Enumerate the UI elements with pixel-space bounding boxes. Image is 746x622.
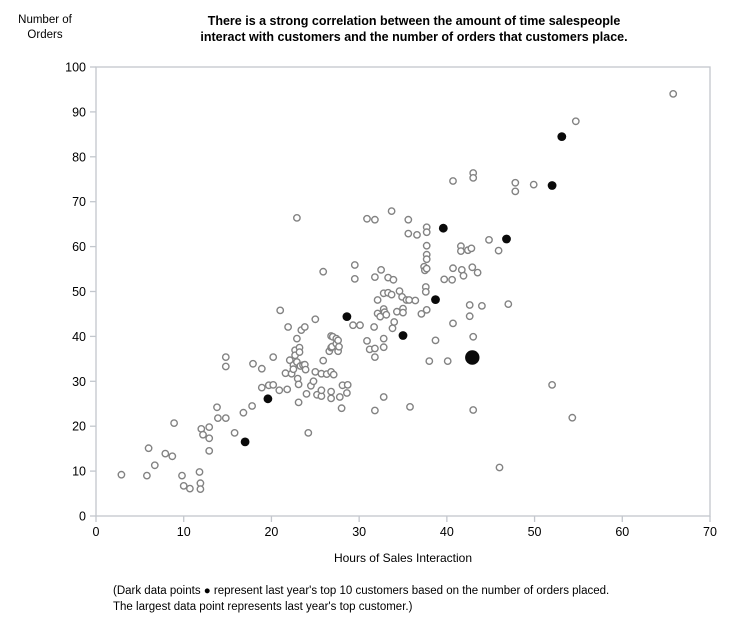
data-point-customers [423,289,429,295]
y-tick-label: 100 [65,60,86,75]
data-point-customers [270,382,276,388]
data-point-customers [285,324,291,330]
data-point-customers [414,232,420,238]
y-axis-unit-line1: Number of [18,14,72,26]
data-point-customers [345,382,351,388]
data-point-customers [294,335,300,341]
data-point-customers [450,320,456,326]
data-point-customers [470,334,476,340]
data-point-customers [344,390,350,396]
data-point-customers [295,381,301,387]
data-point-customers [214,404,220,410]
y-tick-label: 80 [72,150,86,165]
data-point-customers [320,269,326,275]
data-point-customers [259,366,265,372]
data-point-customers [250,361,256,367]
data-point-customers [383,312,389,318]
x-tick-label: 30 [352,525,367,539]
legend-caption-line1: (Dark data points ● represent last year's top 10 customers based on the number of orders placed. [113,585,610,597]
data-point-customers [294,215,300,221]
data-point-customers [405,217,411,223]
data-point-customers [670,91,676,97]
data-point-customers [467,313,473,319]
data-point-customers [206,448,212,454]
data-point-customers [372,354,378,360]
data-point-customers [352,276,358,282]
data-point-customers [357,322,363,328]
data-point-top-10-customers-last-year [431,295,440,304]
data-point-customers [295,399,301,405]
data-point-customers [196,469,202,475]
data-point-customers [320,357,326,363]
data-point-customers [445,358,451,364]
data-point-customers [381,335,387,341]
x-tick-label: 60 [615,525,630,539]
data-point-customers [505,301,511,307]
data-point-customers [458,248,464,254]
data-point-customers [496,464,502,470]
data-point-customers [215,415,221,421]
data-point-customers [181,483,187,489]
data-point-customers [223,354,229,360]
y-tick-label: 40 [72,329,86,344]
data-point-customers [512,180,518,186]
data-point-customers [449,277,455,283]
data-point-customers [394,309,400,315]
data-point-customers [372,345,378,351]
data-point-customers [424,256,430,262]
data-point-customers [162,450,168,456]
data-point-customers [390,277,396,283]
data-point-customers [331,371,337,377]
data-point-customers [336,344,342,350]
data-point-customers [206,424,212,430]
data-point-customers [277,307,283,313]
data-point-customers [302,366,308,372]
data-point-customers [197,486,203,492]
x-tick-label: 0 [92,525,100,539]
data-point-customers [573,118,579,124]
data-point-customers [512,188,518,194]
data-point-customers [531,181,537,187]
y-tick-label: 50 [72,285,86,299]
data-point-top-10-customers-last-year [439,224,448,233]
y-axis-unit-line2: Orders [27,29,63,41]
data-point-customers [426,358,432,364]
data-point-customers [495,247,501,253]
x-tick-label: 10 [176,525,191,539]
data-point-customers [424,243,430,249]
data-point-customers [223,363,229,369]
data-point-customers [486,237,492,243]
chart-title-line1: There is a strong correlation between the amount of time salespeople [207,14,621,28]
data-point-customers [364,338,370,344]
data-point-customers [424,307,430,313]
x-tick-label: 40 [439,525,454,539]
data-point-customers [569,415,575,421]
data-point-customers [468,245,474,251]
y-tick-label: 0 [79,509,86,524]
data-point-customers [469,264,475,270]
data-point-customers [381,394,387,400]
data-point-customers [424,229,430,235]
data-point-customers [223,415,229,421]
data-point-customers [337,394,343,400]
data-point-customers [381,344,387,350]
data-point-customers [407,404,413,410]
data-point-customers [259,384,265,390]
legend-caption [113,583,693,615]
data-point-customers [302,324,308,330]
data-point-customers [470,175,476,181]
data-point-customers [400,309,406,315]
data-point-customers [310,378,316,384]
data-point-customers [118,472,124,478]
data-point-customers [303,391,309,397]
legend-caption-line2: The largest data point represents last year's top customer.) [113,601,413,613]
data-point-customers [240,410,246,416]
data-point-customers [479,303,485,309]
data-point-customers [460,273,466,279]
data-point-customers [290,366,296,372]
data-point-top-10-customers-last-year [502,235,511,244]
data-point-customers [450,265,456,271]
data-point-customers [378,267,384,273]
data-point-customers [412,297,418,303]
data-point-customers [364,216,370,222]
data-point-customers [270,354,276,360]
data-point-customers [441,276,447,282]
data-point-customers [424,265,430,271]
y-tick-label: 30 [72,374,86,389]
data-point-customers [169,453,175,459]
x-tick-label: 70 [703,525,717,539]
data-point-customers [187,485,193,491]
data-point-top-10-customers-last-year [557,132,566,141]
data-point-customers [206,435,212,441]
data-point-customers [374,297,380,303]
data-point-customers [312,316,318,322]
data-point-customers [372,407,378,413]
y-tick-label: 70 [72,195,86,210]
data-point-customers [388,208,394,214]
y-tick-label: 10 [72,464,86,479]
data-point-customers [470,407,476,413]
x-tick-label: 20 [264,525,279,539]
data-point-customers [171,420,177,426]
data-point-customers [450,178,456,184]
data-point-customers [338,405,344,411]
data-point-customers [284,386,290,392]
data-point-customers [467,302,473,308]
data-point-customers [328,395,334,401]
data-point-customers [405,230,411,236]
data-point-customers [406,297,412,303]
data-point-customers [389,325,395,331]
data-point-customers [388,291,394,297]
data-point-customers [350,322,356,328]
data-point-customers [231,430,237,436]
data-point-customers [474,269,480,275]
data-point-customers [371,324,377,330]
data-point-customers [145,445,151,451]
data-point-customers [328,388,334,394]
y-tick-label: 20 [72,419,86,434]
data-point-top-10-customers-last-year [399,331,408,340]
data-point-customers [318,387,324,393]
data-point-customers [335,337,341,343]
data-point-customers [432,337,438,343]
data-point-top-10-customers-last-year [548,181,557,190]
data-point-customers [305,430,311,436]
data-point-customers [152,462,158,468]
y-tick-label: 90 [72,105,86,120]
data-point-top-10-customers-last-year [241,438,250,447]
y-tick-label: 60 [72,240,86,255]
data-point-customers [549,382,555,388]
data-point-customers [296,349,302,355]
data-point-customers [391,319,397,325]
data-point-customers [144,472,150,478]
data-point-top-customer-last-year [465,350,479,364]
data-point-customers [352,262,358,268]
data-point-customers [276,387,282,393]
data-point-customers [200,432,206,438]
data-point-customers [249,403,255,409]
data-point-top-10-customers-last-year [264,394,273,403]
x-tick-label: 50 [527,525,542,539]
data-point-customers [179,472,185,478]
chart-title-line2: interact with customers and the number of orders that customers place. [200,30,628,44]
data-point-customers [372,217,378,223]
data-point-customers [372,274,378,280]
data-point-top-10-customers-last-year [343,312,352,321]
x-axis-label: Hours of Sales Interaction [333,551,473,565]
